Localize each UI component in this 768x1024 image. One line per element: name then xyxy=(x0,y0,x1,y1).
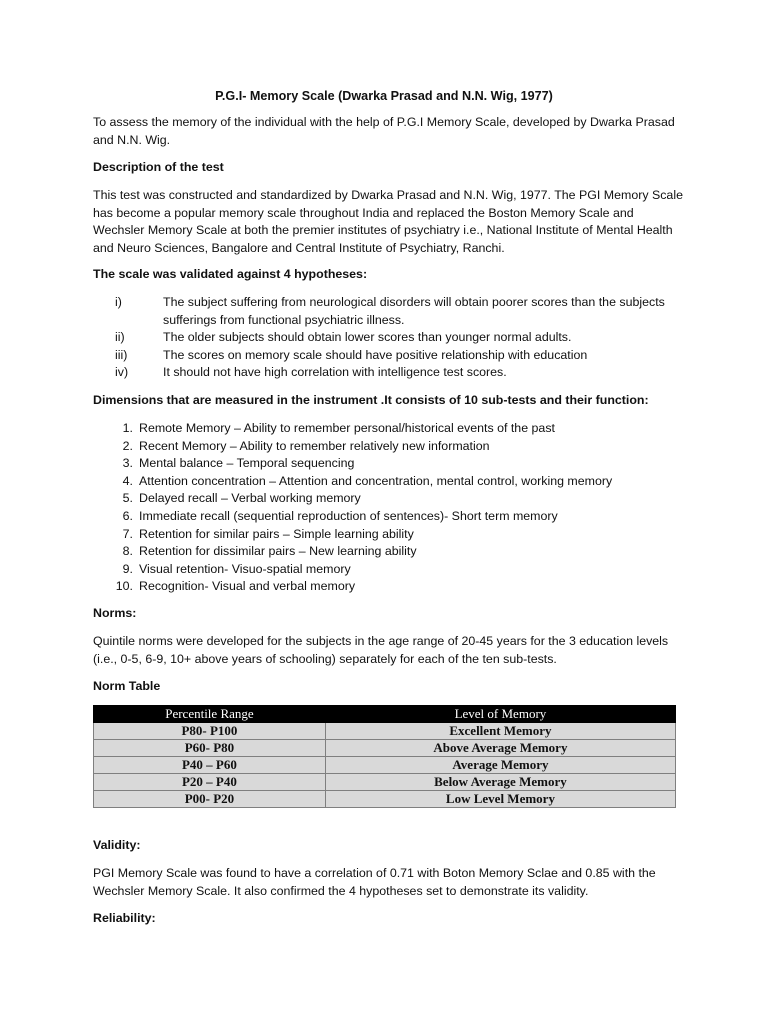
validity-heading: Validity: xyxy=(93,838,141,852)
column-header: Percentile Range xyxy=(94,706,326,723)
list-item-text: Mental balance – Temporal sequencing xyxy=(139,456,355,471)
list-item-number: 3. xyxy=(122,456,133,471)
table-row xyxy=(94,757,676,774)
list-item-number: 1. xyxy=(122,421,133,435)
list-item xyxy=(93,526,683,544)
list-item-text: Retention for similar pairs – Simple learning ability xyxy=(139,526,414,541)
document-title: P.G.I- Memory Scale (Dwarka Prasad and N.N. Wig, 1977) xyxy=(215,89,553,103)
norm-table-heading: Norm Table xyxy=(93,679,161,693)
list-item xyxy=(93,543,683,561)
list-item-number: 2. xyxy=(122,438,133,453)
list-item-text: Visual retention- Visuo-spatial memory xyxy=(139,561,351,576)
list-item xyxy=(93,490,683,508)
table-row xyxy=(94,740,676,757)
list-item-number: 4. xyxy=(122,473,133,488)
table-cell: Below Average Memory xyxy=(325,774,675,791)
list-item xyxy=(93,508,683,526)
list-item-number: 5. xyxy=(122,491,133,506)
list-item-text: Recognition- Visual and verbal memory xyxy=(139,579,356,594)
table-cell: Low Level Memory xyxy=(325,791,675,808)
table-row xyxy=(94,774,676,791)
hypotheses-list xyxy=(93,294,683,382)
list-item xyxy=(93,438,683,456)
table-cell: P40 – P60 xyxy=(94,757,326,774)
list-item xyxy=(93,578,683,596)
list-item-text: Retention for dissimilar pairs – New learning ability xyxy=(139,544,417,559)
table-header-row xyxy=(94,706,676,723)
norms-heading: Norms: xyxy=(93,606,137,620)
description-heading: Description of the test xyxy=(93,160,224,174)
list-item-text: Delayed recall – Verbal working memory xyxy=(139,491,361,506)
table-cell: P80- P100 xyxy=(94,723,326,740)
table-cell: Above Average Memory xyxy=(325,740,675,757)
list-item-number: ii) xyxy=(115,330,125,345)
list-item xyxy=(93,329,683,347)
list-item-text: Remote Memory – Ability to remember personal/historical events of the past xyxy=(139,421,555,435)
norm-table xyxy=(93,705,676,808)
list-item xyxy=(93,473,683,491)
dimensions-list xyxy=(93,420,683,596)
list-item-number: 9. xyxy=(122,561,133,576)
column-header: Level of Memory xyxy=(325,706,675,723)
list-item-text: Recent Memory – Ability to remember relatively new information xyxy=(139,438,490,453)
list-item xyxy=(93,294,683,329)
list-item-text: The scores on memory scale should have positive relationship with education xyxy=(163,347,588,362)
table-cell: Excellent Memory xyxy=(325,723,675,740)
list-item xyxy=(93,364,683,382)
reliability-heading: Reliability: xyxy=(93,911,156,925)
list-item-number: iii) xyxy=(115,347,128,362)
list-item-text: The older subjects should obtain lower scores than younger normal adults. xyxy=(163,330,572,345)
validity-paragraph: PGI Memory Scale was found to have a correlation of 0.71 with Boton Memory Sclae and 0.85 with the Wechsler Memory Scale. It also confirmed the 4 hypotheses set to demonstrate its validity. xyxy=(93,866,656,898)
list-item-number: 6. xyxy=(122,508,133,523)
list-item xyxy=(93,561,683,579)
list-item-number: 10. xyxy=(115,579,133,594)
list-item-number: iv) xyxy=(115,365,129,380)
table-cell: Average Memory xyxy=(325,757,675,774)
dimensions-heading: Dimensions that are measured in the instrument .It consists of 10 sub-tests and their function: xyxy=(93,393,649,407)
list-item-number: i) xyxy=(115,295,122,309)
norms-paragraph: Quintile norms were developed for the subjects in the age range of 20-45 years for the 3 education levels (i.e., 0-5, 6-9, 10+ above years of schooling) separately for each of the ten sub-tests. xyxy=(93,634,669,666)
list-item-text: The subject suffering from neurological disorders will obtain poorer scores than the subjects sufferings from functional psychiatric illness. xyxy=(163,295,665,327)
list-item xyxy=(93,347,683,365)
table-row xyxy=(94,791,676,808)
aim-paragraph: To assess the memory of the individual with the help of P.G.I Memory Scale, developed by Dwarka Prasad and N.N. Wig. xyxy=(93,115,675,147)
table-cell: P00- P20 xyxy=(94,791,326,808)
description-paragraph: This test was constructed and standardized by Dwarka Prasad and N.N. Wig, 1977. The PGI Memory Scale has become a popular memory scale throughout India and replaced the Boston Memory Scale and Wechsler Memory Scale at both the premier institutes of psychiatry i.e., National Institute of Mental Health and Neuro Sciences, Bangalore and Central Institute of Psychiatry, Ranchi. xyxy=(93,188,683,255)
list-item-number: 7. xyxy=(122,526,133,541)
hypotheses-heading: The scale was validated against 4 hypotheses: xyxy=(93,267,368,281)
list-item-text: Immediate recall (sequential reproduction of sentences)- Short term memory xyxy=(139,508,558,523)
list-item-text: Attention concentration – Attention and concentration, mental control, working memory xyxy=(139,473,613,488)
list-item xyxy=(93,455,683,473)
table-cell: P60- P80 xyxy=(94,740,326,757)
list-item-number: 8. xyxy=(122,544,133,559)
list-item-text: It should not have high correlation with intelligence test scores. xyxy=(163,365,507,380)
table-row xyxy=(94,723,676,740)
list-item xyxy=(93,420,683,438)
table-cell: P20 – P40 xyxy=(94,774,326,791)
